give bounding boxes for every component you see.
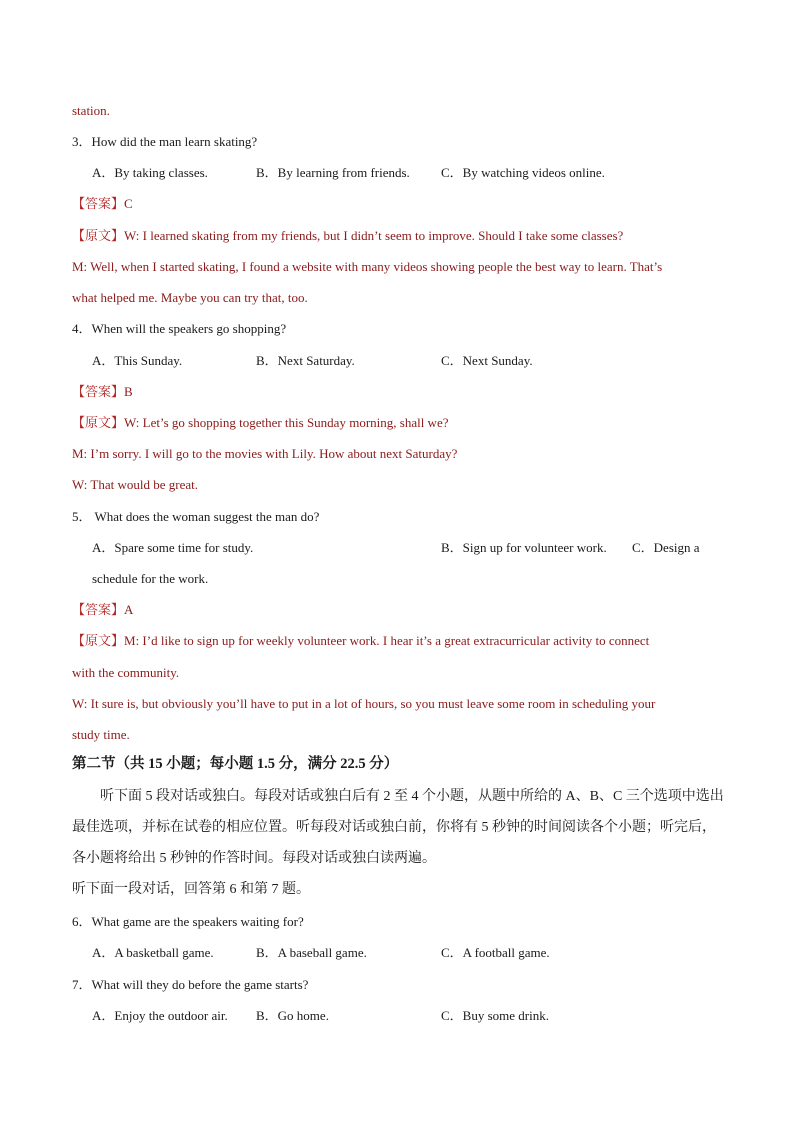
q3-original-line-3: what helped me. Maybe you can try that, too.: [72, 290, 308, 305]
answer-value: B: [124, 384, 133, 399]
answer-value: A: [124, 602, 134, 617]
q4-option-c: C．Next Sunday.: [441, 353, 533, 368]
q7-stem: 7．What will they do before the game starts?: [72, 977, 309, 992]
q4-stem: 4．When will the speakers go shopping?: [72, 321, 287, 336]
q4-option-b: B．Next Saturday.: [256, 353, 355, 368]
q5-original-line-1: [72, 633, 649, 649]
q7-option-b: B．Go home.: [256, 1008, 329, 1023]
answer-tag: 【答案】: [72, 602, 125, 617]
original-tag: 【原文】: [72, 415, 125, 430]
sub-instruction: 听下面一段对话，回答第 6 和第 7 题。: [72, 882, 310, 897]
q4-original-line-2: M: I’m sorry. I will go to the movies with Lily. How about next Saturday?: [72, 446, 458, 461]
q3-option-c: C．By watching videos online.: [441, 165, 605, 180]
q5-answer: [72, 602, 133, 618]
original-text: M: I’d like to sign up for weekly volunteer work. I hear it’s a great extracurricular activity to connect: [124, 633, 650, 648]
original-text: W: I learned skating from my friends, but I didn’t seem to improve. Should I take some classes?: [124, 228, 624, 243]
q3-original-line-1: [72, 228, 623, 244]
q6-option-b: B．A baseball game.: [256, 945, 367, 960]
q5-original-line-3: W: It sure is, but obviously you’ll have to put in a lot of hours, so you must leave some room in scheduling your: [72, 696, 656, 711]
q6-option-c: C．A football game.: [441, 945, 550, 960]
original-tag: 【原文】: [72, 228, 125, 243]
q3-original-line-2: M: Well, when I started skating, I found a website with many videos showing people the best way to learn. That’s: [72, 259, 663, 274]
q5-stem: 5． What does the woman suggest the man do?: [72, 509, 320, 524]
q3-option-b: B．By learning from friends.: [256, 165, 410, 180]
answer-tag: 【答案】: [72, 384, 125, 399]
instruction-line-1: 听下面 5 段对话或独白。每段对话或独白后有 2 至 4 个小题，从题中所给的 A、B、C 三个选项中选出: [100, 789, 724, 804]
q6-stem: 6．What game are the speakers waiting for?: [72, 914, 304, 929]
q6-option-a: A．A basketball game.: [92, 945, 214, 960]
q4-original-line-3: W: That would be great.: [72, 477, 198, 492]
q5-option-c-continued: schedule for the work.: [92, 571, 209, 586]
q4-option-a: A．This Sunday.: [92, 353, 183, 368]
q7-option-c: C．Buy some drink.: [441, 1008, 549, 1023]
q5-option-c: C．Design a: [632, 540, 700, 555]
q3-option-a: A．By taking classes.: [92, 165, 208, 180]
q5-option-a: A．Spare some time for study.: [92, 540, 254, 555]
q3-answer: [72, 196, 133, 212]
original-text: W: Let’s go shopping together this Sunday morning, shall we?: [124, 415, 449, 430]
q4-original-line-1: [72, 415, 449, 431]
q5-original-line-4: study time.: [72, 727, 130, 742]
top-fragment: station.: [72, 103, 110, 118]
q5-option-b: B．Sign up for volunteer work.: [441, 540, 607, 555]
section-heading: 第二节（共 15 小题；每小题 1.5 分，满分 22.5 分）: [72, 756, 399, 772]
q4-answer: [72, 384, 133, 400]
answer-value: C: [124, 196, 133, 211]
q7-option-a: A．Enjoy the outdoor air.: [92, 1008, 228, 1023]
q5-original-line-2: with the community.: [72, 665, 180, 680]
answer-tag: 【答案】: [72, 196, 125, 211]
q3-stem: 3．How did the man learn skating?: [72, 134, 258, 149]
original-tag: 【原文】: [72, 633, 125, 648]
instruction-line-2: 最佳选项，并标在试卷的相应位置。听每段对话或独白前，你将有 5 秒钟的时间阅读各个小题；听完后，: [72, 820, 716, 835]
instruction-line-3: 各小题将给出 5 秒钟的作答时间。每段对话或独白读两遍。: [72, 851, 436, 866]
